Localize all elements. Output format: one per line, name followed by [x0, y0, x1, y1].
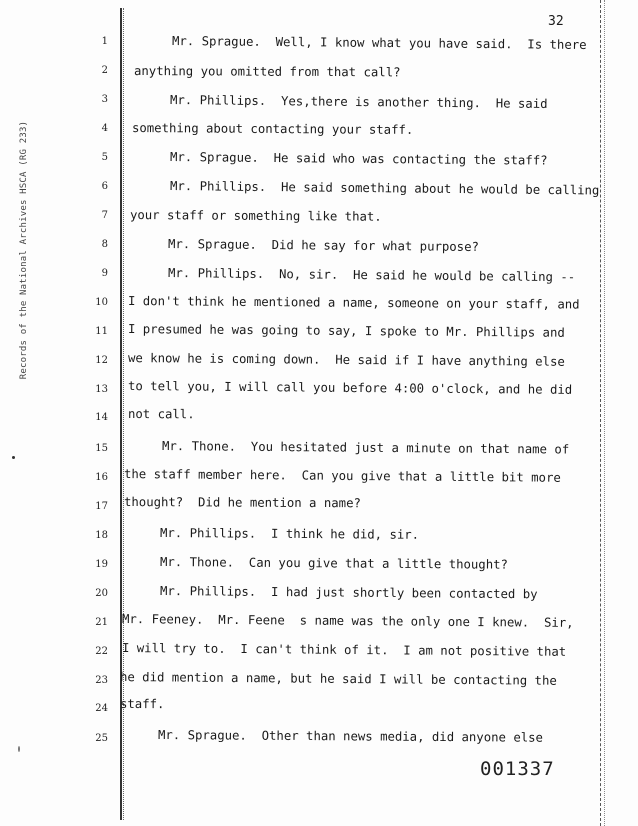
line-number: 16 [95, 472, 108, 483]
transcript-line: I presumed he was going to say, I spoke to Mr. Phillips and [127, 322, 565, 340]
transcript-line: Mr. Sprague. Did he say for what purpose? [167, 237, 480, 254]
transcript-line: not call. [127, 407, 195, 422]
transcript-line: the staff member here. Can you give that a little bit more [123, 467, 561, 485]
transcript-line: he did mention a name, but he said I will be contacting the [119, 670, 557, 688]
line-number: 9 [101, 268, 108, 279]
transcript-line: I don't think he mentioned a name, someone on your staff, and [127, 294, 580, 312]
transcript-line: Mr. Thone. You hesitated just a minute on that name of [161, 439, 570, 457]
line-number: 15 [95, 443, 108, 454]
line-number: 13 [95, 384, 108, 395]
line-number: 7 [101, 210, 108, 221]
line-number: 2 [101, 65, 108, 76]
transcript-line: Mr. Sprague. Other than news media, did anyone else [157, 728, 544, 745]
line-number: 4 [101, 123, 108, 134]
line-number: 1 [101, 36, 108, 47]
transcript-line: your staff or something like that. [129, 208, 382, 224]
transcript-line: to tell you, I will call you before 4:00 o'clock, and he did [127, 379, 573, 397]
line-number: 19 [95, 559, 108, 570]
right-margin-rule [600, 0, 601, 826]
transcript-line: Mr. Phillips. Yes,there is another thing. He said [169, 93, 548, 111]
line-number: 14 [95, 412, 108, 423]
line-number: 22 [95, 646, 108, 657]
transcript-line: Mr. Phillips. He said something about he would be calling [169, 179, 600, 198]
transcript-line: something about contacting your staff. [131, 121, 414, 137]
transcript-line: we know he is coming down. He said if I have anything else [127, 351, 565, 369]
transcript-line: Mr. Phillips. No, sir. He said he would be calling -- [167, 266, 576, 285]
archive-side-stamp [4, 40, 44, 460]
bates-number: 001337 [480, 758, 555, 780]
line-number: 3 [101, 94, 108, 105]
line-number: 18 [95, 530, 108, 541]
archive-stamp-text: Records of the National Archives HSCA (RG 233) [19, 120, 29, 380]
line-number: 11 [95, 326, 108, 337]
line-number: 23 [95, 675, 108, 686]
line-number: 10 [95, 297, 108, 308]
scan-speck [18, 746, 20, 752]
line-number: 17 [95, 501, 108, 512]
transcript-line: Mr. Phillips. I think he did, sir. [159, 526, 420, 542]
line-number: 12 [95, 355, 108, 366]
line-number: 5 [101, 152, 108, 163]
transcript-line: Mr. Sprague. He said who was contacting the staff? [169, 150, 548, 168]
transcript-line: Mr. Feeney. Mr. Feene s name was the only one I knew. Sir, [121, 612, 574, 630]
line-number: 8 [101, 239, 108, 250]
line-number: 25 [95, 733, 108, 744]
right-margin-rule-secondary [604, 0, 605, 826]
transcript-line: Mr. Sprague. Well, I know what you have said. Is there [171, 34, 587, 52]
line-number: 21 [95, 617, 108, 628]
line-number: 20 [95, 588, 108, 599]
page-number: 32 [548, 14, 564, 29]
transcript-line: staff. [119, 697, 165, 712]
line-number: 6 [101, 181, 108, 192]
scan-speck [12, 456, 15, 459]
line-number: 24 [95, 703, 108, 714]
transcript-line: Mr. Phillips. I had just shortly been contacted by [159, 584, 538, 602]
transcript-line: anything you omitted from that call? [133, 64, 401, 80]
transcript-line: thought? Did he mention a name? [123, 495, 361, 511]
transcript-line: Mr. Thone. Can you give that a little thought? [159, 555, 509, 572]
transcript-line: I will try to. I can't think of it. I am not positive that [121, 641, 567, 659]
